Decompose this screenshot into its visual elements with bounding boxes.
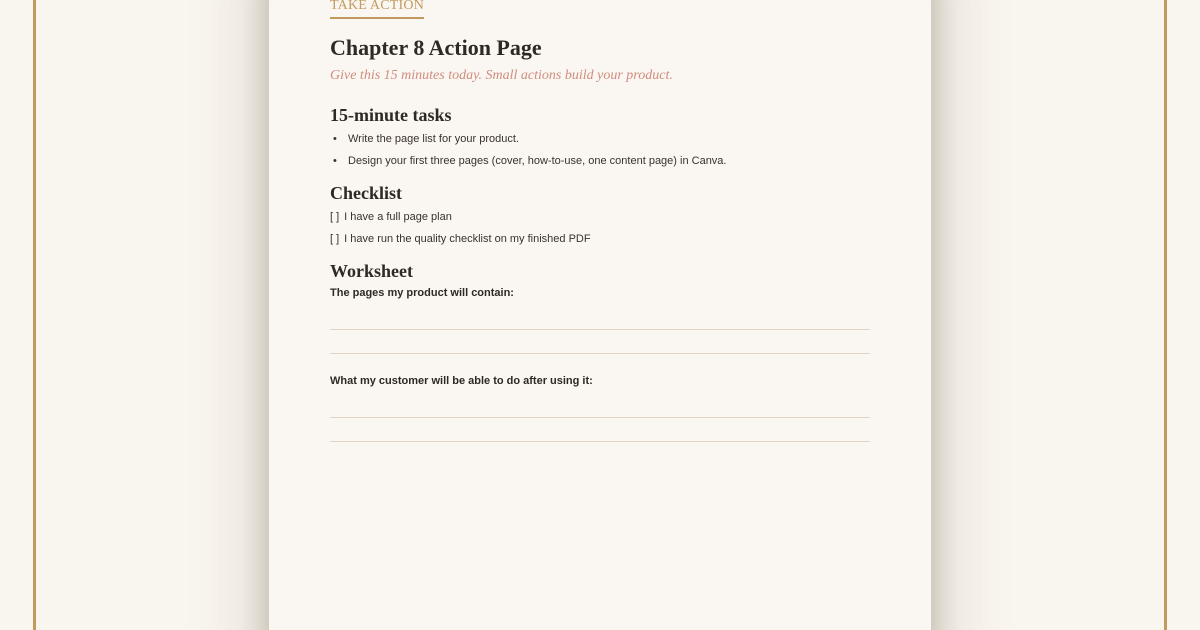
document-page	[269, 0, 931, 630]
task-item	[330, 154, 870, 168]
checklist	[330, 210, 870, 246]
worksheet-prompt: The pages my product will contain:	[330, 287, 514, 299]
checklist-heading: Checklist	[330, 183, 402, 203]
bullet-icon: •	[333, 133, 337, 145]
frame-border-left	[33, 0, 36, 630]
tasks-heading: 15-minute tasks	[330, 105, 452, 125]
writing-line[interactable]	[330, 329, 870, 330]
task-text: Write the page list for your product.	[348, 133, 519, 145]
bullet-icon: •	[333, 155, 337, 167]
page-content	[330, 0, 870, 442]
task-item	[330, 132, 870, 146]
checklist-item-label: I have a full page plan	[344, 211, 452, 223]
checkbox-icon[interactable]: [ ]	[330, 233, 340, 245]
checklist-item	[330, 210, 870, 224]
frame-border-right	[1164, 0, 1167, 630]
worksheet-prompt: What my customer will be able to do after using it:	[330, 375, 593, 387]
page-subtitle: Give this 15 minutes today. Small actions build your product.	[330, 68, 673, 83]
page-title: Chapter 8 Action Page	[330, 35, 542, 60]
writing-line[interactable]	[330, 417, 870, 418]
task-text: Design your first three pages (cover, how-to-use, one content page) in Canva.	[348, 155, 727, 167]
writing-line[interactable]	[330, 441, 870, 442]
checkbox-icon[interactable]: [ ]	[330, 211, 340, 223]
worksheet-heading: Worksheet	[330, 261, 413, 281]
checklist-item	[330, 232, 870, 246]
writing-line[interactable]	[330, 353, 870, 354]
section-eyebrow: TAKE ACTION	[330, 0, 424, 19]
task-list	[330, 132, 870, 168]
checklist-item-label: I have run the quality checklist on my finished PDF	[344, 233, 591, 245]
